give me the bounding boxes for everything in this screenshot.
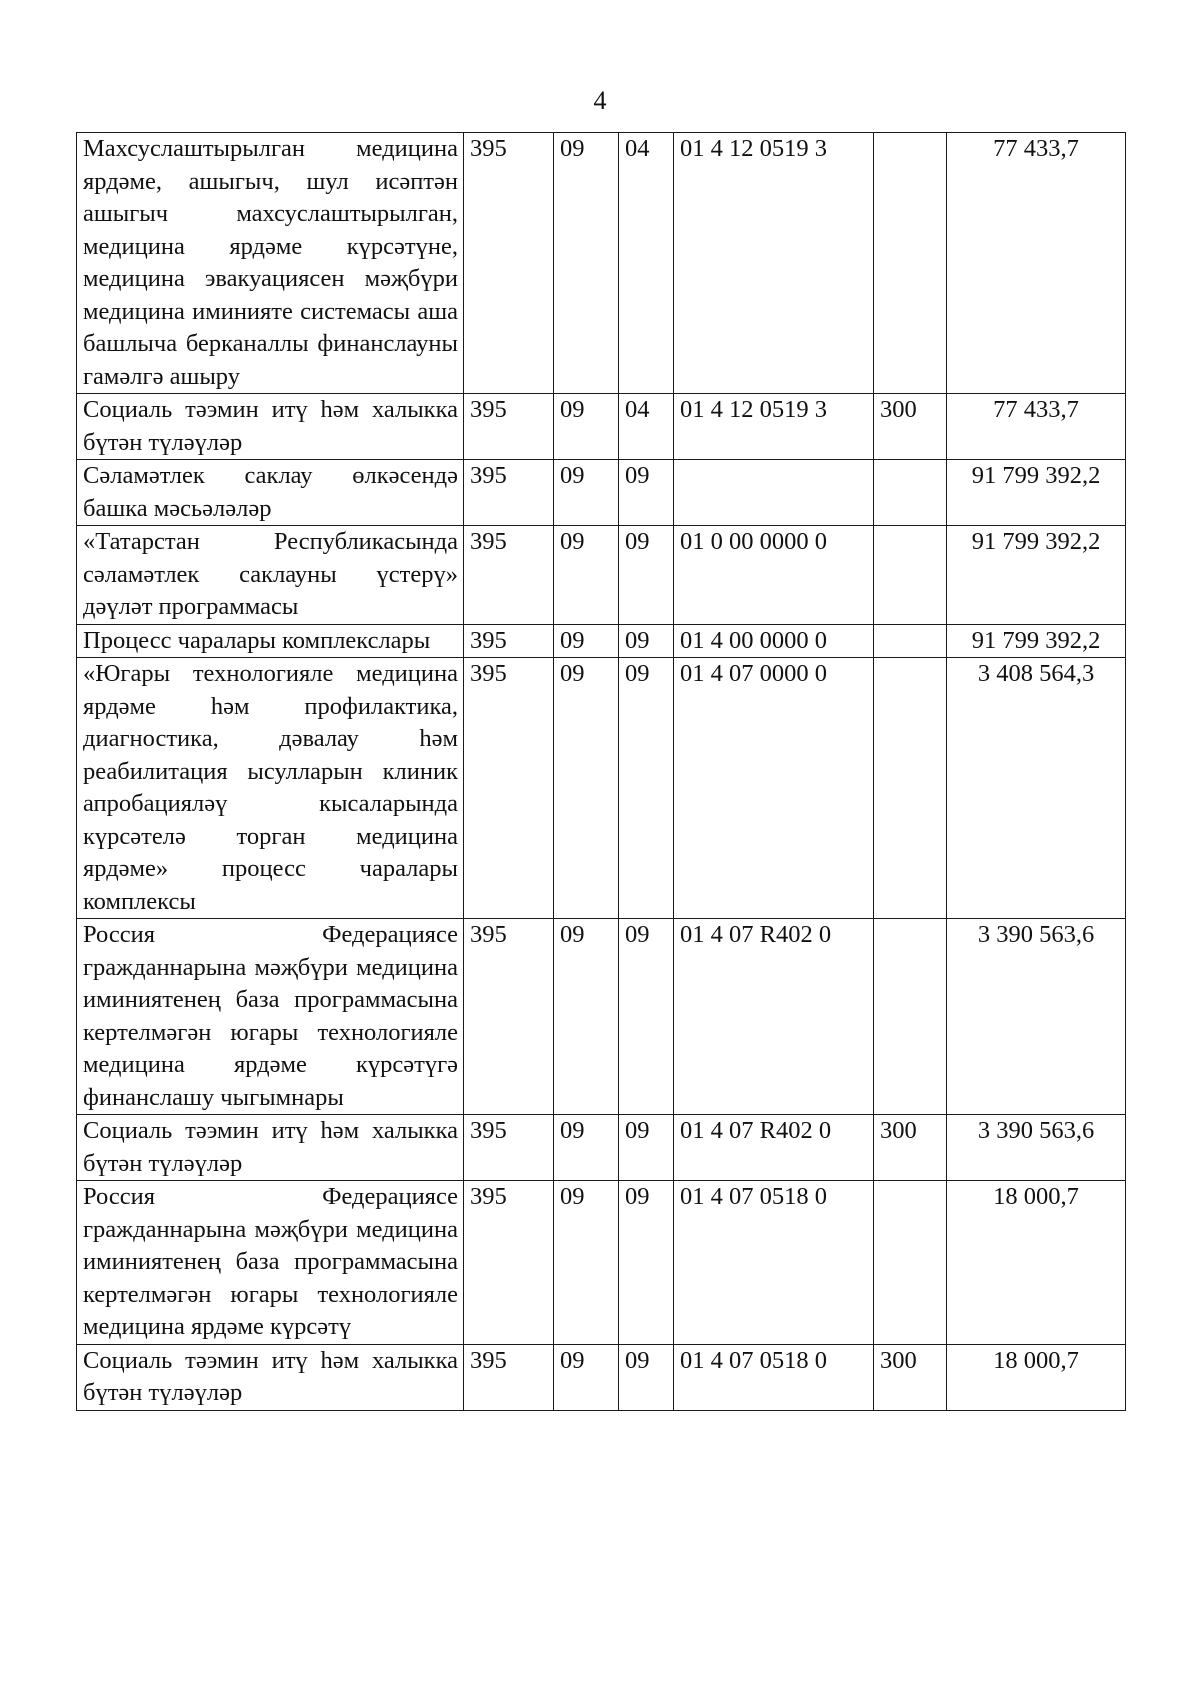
expense-type-code: 300 (874, 1115, 947, 1181)
section-code: 09 (554, 624, 619, 658)
section-code: 09 (554, 1115, 619, 1181)
amount-value: 77 433,7 (947, 133, 1126, 394)
row-name: Процесс чаралары комплекслары (77, 624, 464, 658)
ministry-code: 395 (464, 658, 554, 919)
expense-type-code (874, 624, 947, 658)
row-name: Россия Федерациясе гражданнарына мәҗбүри медицина иминиятенең база программасына кертелмәгән югары технологияле медицина ярдәме күрсәтүгә финанслашу чыгымнары (77, 919, 464, 1115)
row-name: «Югары технологияле медицина ярдәме һәм профилактика, диагностика, дәвалау һәм реабилитация ысулларын клиник апробацияләү кысаларында күрсәтелә торган медицина ярдәме» процесс чаралары комплексы (77, 658, 464, 919)
subsection-code: 09 (619, 658, 674, 919)
budget-table (76, 132, 1126, 1411)
section-code: 09 (554, 394, 619, 460)
table-row (77, 394, 1126, 460)
table-row (77, 1115, 1126, 1181)
target-article-code: 01 4 07 0000 0 (674, 658, 874, 919)
section-code: 09 (554, 658, 619, 919)
row-name: Сәламәтлек саклау өлкәсендә башка мәсьәләләр (77, 460, 464, 526)
ministry-code: 395 (464, 624, 554, 658)
ministry-code: 395 (464, 1344, 554, 1410)
subsection-code: 09 (619, 919, 674, 1115)
ministry-code: 395 (464, 394, 554, 460)
table-row (77, 133, 1126, 394)
amount-value: 3 390 563,6 (947, 919, 1126, 1115)
row-name: Социаль тәэмин итү һәм халыкка бүтән түләүләр (77, 394, 464, 460)
target-article-code: 01 4 00 0000 0 (674, 624, 874, 658)
row-name: Социаль тәэмин итү һәм халыкка бүтән түләүләр (77, 1344, 464, 1410)
ministry-code: 395 (464, 460, 554, 526)
expense-type-code (874, 919, 947, 1115)
amount-value: 91 799 392,2 (947, 624, 1126, 658)
subsection-code: 04 (619, 394, 674, 460)
target-article-code: 01 4 12 0519 3 (674, 133, 874, 394)
section-code: 09 (554, 919, 619, 1115)
ministry-code: 395 (464, 1181, 554, 1345)
amount-value: 77 433,7 (947, 394, 1126, 460)
ministry-code: 395 (464, 919, 554, 1115)
section-code: 09 (554, 1344, 619, 1410)
row-name: Россия Федерациясе гражданнарына мәҗбүри медицина иминиятенең база программасына кертелмәгән югары технологияле медицина ярдәме күрсәтү (77, 1181, 464, 1345)
section-code: 09 (554, 133, 619, 394)
expense-type-code: 300 (874, 394, 947, 460)
section-code: 09 (554, 460, 619, 526)
ministry-code: 395 (464, 526, 554, 625)
subsection-code: 09 (619, 526, 674, 625)
row-name: «Татарстан Республикасында сәламәтлек саклауны үстерү» дәүләт программасы (77, 526, 464, 625)
expense-type-code (874, 658, 947, 919)
ministry-code: 395 (464, 133, 554, 394)
table-row (77, 460, 1126, 526)
row-name: Социаль тәэмин итү һәм халыкка бүтән түләүләр (77, 1115, 464, 1181)
target-article-code: 01 4 07 0518 0 (674, 1344, 874, 1410)
subsection-code: 04 (619, 133, 674, 394)
target-article-code (674, 460, 874, 526)
amount-value: 91 799 392,2 (947, 460, 1126, 526)
subsection-code: 09 (619, 624, 674, 658)
subsection-code: 09 (619, 1181, 674, 1345)
table-row (77, 526, 1126, 625)
page-number: 4 (593, 86, 607, 115)
table-row (77, 919, 1126, 1115)
section-code: 09 (554, 1181, 619, 1345)
target-article-code: 01 4 12 0519 3 (674, 394, 874, 460)
amount-value: 3 390 563,6 (947, 1115, 1126, 1181)
amount-value: 3 408 564,3 (947, 658, 1126, 919)
amount-value: 18 000,7 (947, 1181, 1126, 1345)
amount-value: 91 799 392,2 (947, 526, 1126, 625)
expense-type-code (874, 460, 947, 526)
row-name: Махсуслаштырылган медицина ярдәме, ашыгыч, шул исәптән ашыгыч махсуслаштырылган, медицина ярдәме күрсәтүне, медицина эвакуациясен мәҗбүри медицина иминияте системасы аша башлыча берканаллы финанслауны гамәлгә ашыру (77, 133, 464, 394)
target-article-code: 01 4 07 R402 0 (674, 1115, 874, 1181)
subsection-code: 09 (619, 1344, 674, 1410)
section-code: 09 (554, 526, 619, 625)
subsection-code: 09 (619, 460, 674, 526)
table-row (77, 1344, 1126, 1410)
target-article-code: 01 4 07 0518 0 (674, 1181, 874, 1345)
expense-type-code: 300 (874, 1344, 947, 1410)
target-article-code: 01 0 00 0000 0 (674, 526, 874, 625)
table-row (77, 658, 1126, 919)
target-article-code: 01 4 07 R402 0 (674, 919, 874, 1115)
expense-type-code (874, 1181, 947, 1345)
ministry-code: 395 (464, 1115, 554, 1181)
table-row (77, 624, 1126, 658)
subsection-code: 09 (619, 1115, 674, 1181)
expense-type-code (874, 133, 947, 394)
table-row (77, 1181, 1126, 1345)
amount-value: 18 000,7 (947, 1344, 1126, 1410)
expense-type-code (874, 526, 947, 625)
